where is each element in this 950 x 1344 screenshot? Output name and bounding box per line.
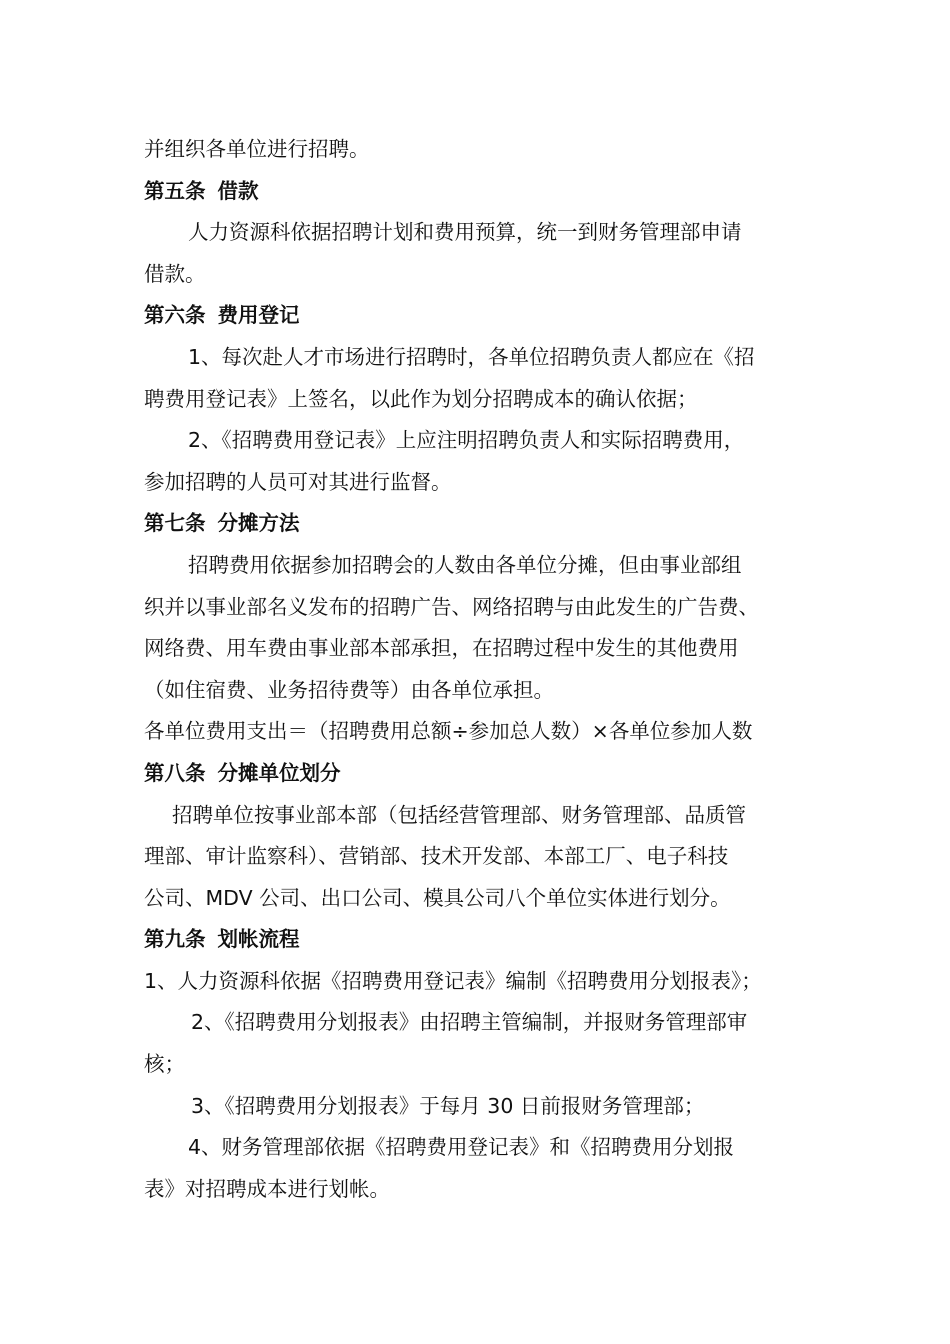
- document-page: [144, 129, 834, 1210]
- article-heading: [144, 503, 834, 545]
- paragraph-line: 人力资源科依据招聘计划和费用预算，统一到财务管理部申请: [188, 220, 742, 245]
- article-title: 借款: [217, 178, 259, 203]
- article-number: 第五条: [144, 178, 206, 203]
- paragraph-line: 1、每次赴人才市场进行招聘时，各单位招聘负责人都应在《招: [188, 344, 755, 369]
- article-heading: [144, 753, 834, 795]
- paragraph-line: 3、《招聘费用分划报表》于每月 30 日前报财务管理部；: [191, 1093, 705, 1118]
- article-heading: [144, 171, 834, 213]
- paragraph-line: 借款。: [144, 261, 206, 286]
- article-number: 第九条: [144, 927, 206, 952]
- paragraph-line: 并组织各单位进行招聘。: [144, 137, 370, 161]
- paragraph-line: 织并以事业部名义发布的招聘广告、网络招聘与由此发生的广告费、: [144, 594, 759, 619]
- paragraph-line: 表》对招聘成本进行划帐。: [144, 1176, 390, 1201]
- article-number: 第七条: [144, 511, 206, 536]
- paragraph-line: 2、《招聘费用登记表》上应注明招聘负责人和实际招聘费用，: [188, 428, 745, 453]
- article-title: 分摊单位划分: [217, 760, 341, 785]
- article-number: 第六条: [144, 303, 206, 328]
- paragraph-line: 核；: [144, 1052, 185, 1077]
- article-title: 划帐流程: [217, 927, 300, 952]
- paragraph-line: 公司、MDV 公司、出口公司、模具公司八个单位实体进行划分。: [144, 885, 731, 910]
- paragraph-line: 理部、审计监察科）、营销部、技术开发部、本部工厂、电子科技: [144, 844, 729, 869]
- paragraph-line: 4、财务管理部依据《招聘费用登记表》和《招聘费用分划报: [188, 1135, 735, 1160]
- paragraph-line: 网络费、用车费由事业部本部承担，在招聘过程中发生的其他费用: [144, 636, 739, 661]
- paragraph-line: 1、人力资源科依据《招聘费用登记表》编制《招聘费用分划报表》；: [144, 968, 762, 993]
- formula-line: 各单位费用支出＝（招聘费用总额÷参加总人数）×各单位参加人数: [144, 719, 753, 744]
- paragraph-line: 聘费用登记表》上签名，以此作为划分招聘成本的确认依据；: [144, 386, 698, 411]
- article-heading: [144, 919, 834, 961]
- article-title: 分摊方法: [217, 511, 300, 536]
- article-number: 第八条: [144, 760, 206, 785]
- article-heading: [144, 295, 834, 337]
- paragraph-line: 招聘单位按事业部本部（包括经营管理部、财务管理部、品质管: [172, 802, 746, 827]
- paragraph-line: （如住宿费、业务招待费等）由各单位承担。: [144, 677, 554, 702]
- paragraph-line: 参加招聘的人员可对其进行监督。: [144, 469, 452, 494]
- article-title: 费用登记: [217, 303, 300, 328]
- paragraph-line: 2、《招聘费用分划报表》由招聘主管编制，并报财务管理部审: [191, 1010, 748, 1035]
- paragraph-line: 招聘费用依据参加招聘会的人数由各单位分摊，但由事业部组: [188, 552, 742, 577]
